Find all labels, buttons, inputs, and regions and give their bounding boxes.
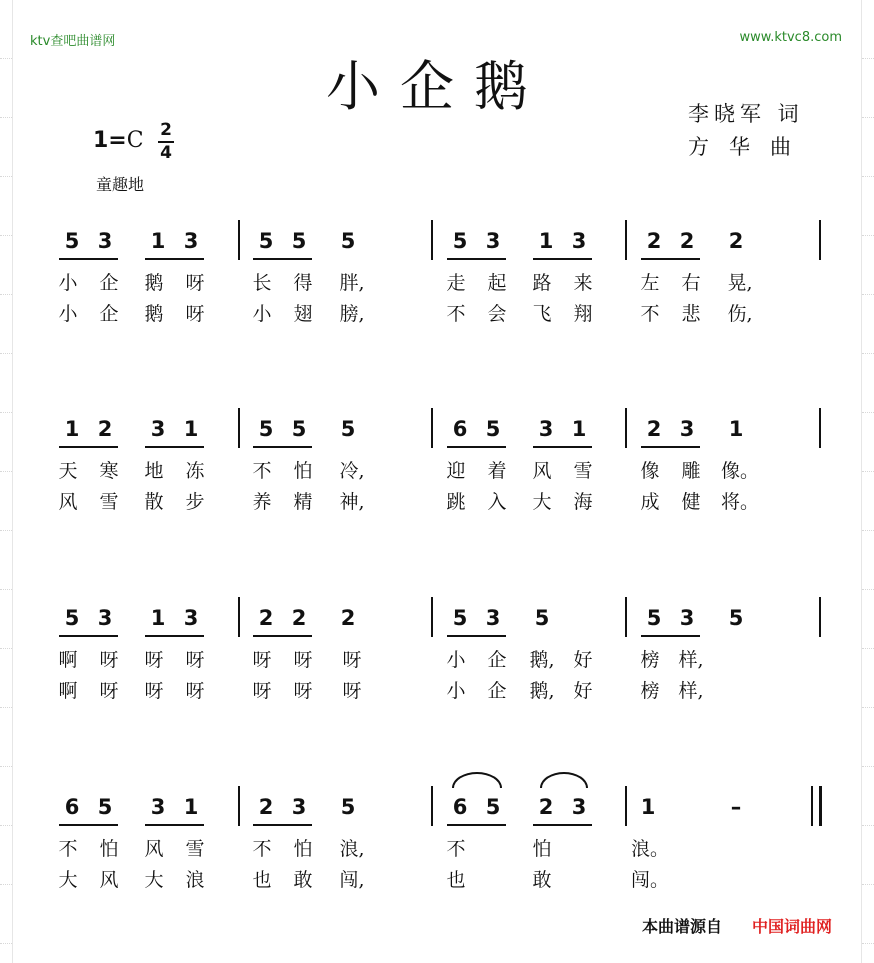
note: 6 — [64, 795, 80, 819]
lyric-syllable: 啊 — [58, 649, 78, 671]
lyric-syllable: 不 — [446, 838, 466, 860]
barline — [819, 408, 821, 448]
lyric-syllable: 呀 — [293, 649, 313, 671]
note: 5 — [534, 606, 550, 630]
time-signature — [158, 121, 174, 163]
lyric-syllable: 浪 — [185, 869, 205, 891]
note: 3 — [571, 795, 587, 819]
lyric-syllable: 海 — [573, 491, 593, 513]
source-brand-link[interactable]: 中国词曲网 — [752, 917, 833, 936]
note: 3 — [97, 606, 113, 630]
lyric-syllable: 雪 — [185, 838, 205, 860]
note: 2 — [258, 606, 274, 630]
beam-underline — [59, 258, 118, 260]
lyric-syllable: 路 — [532, 272, 552, 294]
song-title: 小企鹅 — [326, 55, 548, 118]
barline — [238, 597, 240, 637]
lyric-syllable: 冻 — [185, 460, 205, 482]
barline — [238, 220, 240, 260]
beam-underline — [641, 446, 700, 448]
lyric-syllable: 呀 — [144, 680, 164, 702]
lyric-syllable: 地 — [144, 460, 164, 482]
note: 2 — [340, 606, 356, 630]
lyric-syllable: 散 — [144, 491, 164, 513]
lyric-syllable: 不 — [252, 460, 272, 482]
lyric-syllable: 长 — [252, 272, 272, 294]
lyric-syllable: 企 — [487, 680, 507, 702]
lyric-syllable: 右 — [681, 272, 701, 294]
beam-underline — [447, 258, 506, 260]
lyric-syllable: 敢 — [532, 869, 552, 891]
lyric-syllable: 翅 — [293, 303, 313, 325]
lyric-syllable: 伤, — [727, 303, 753, 325]
slur — [540, 772, 588, 788]
lyric-syllable: 呀 — [293, 680, 313, 702]
note: 1 — [150, 229, 166, 253]
lyric-syllable: 迎 — [446, 460, 466, 482]
watermark-tick — [0, 118, 12, 177]
beam-underline — [59, 824, 118, 826]
lyric-syllable: 样, — [678, 680, 704, 702]
lyric-syllable: 小 — [446, 680, 466, 702]
lyric-syllable: 也 — [252, 869, 272, 891]
lyric-syllable: 健 — [681, 491, 701, 513]
note: 3 — [150, 795, 166, 819]
note: 1 — [571, 417, 587, 441]
time-signature-top: 2 — [160, 120, 172, 140]
score-system — [0, 398, 874, 548]
lyric-syllable: 榜 — [640, 680, 660, 702]
slur — [452, 772, 502, 788]
tempo-mood: 童趣地 — [96, 175, 145, 194]
lyric-syllable: 雕 — [681, 460, 701, 482]
note: 3 — [291, 795, 307, 819]
lyric-syllable: 呀 — [252, 649, 272, 671]
lyric-syllable: 会 — [487, 303, 507, 325]
note: 3 — [183, 229, 199, 253]
lyric-syllable: 呀 — [252, 680, 272, 702]
score-system — [0, 587, 874, 737]
lyric-syllable: 呀 — [342, 680, 362, 702]
note: 2 — [646, 417, 662, 441]
note: 5 — [646, 606, 662, 630]
note: 5 — [291, 229, 307, 253]
lyric-syllable: 样, — [678, 649, 704, 671]
barline — [819, 220, 821, 260]
lyric-syllable: 小 — [58, 303, 78, 325]
lyric-syllable: 大 — [144, 869, 164, 891]
note: – — [730, 795, 742, 819]
lyric-syllable: 膀, — [339, 303, 365, 325]
lyric-syllable: 胖, — [339, 272, 365, 294]
lyric-syllable: 悲 — [681, 303, 701, 325]
beam-underline — [641, 258, 700, 260]
note: 5 — [485, 795, 501, 819]
note: 2 — [538, 795, 554, 819]
lyric-syllable: 将。 — [720, 491, 759, 513]
site-url-right[interactable]: www.ktvc8.com — [739, 30, 842, 45]
lyric-syllable: 呀 — [185, 303, 205, 325]
note: 5 — [258, 417, 274, 441]
barline — [625, 597, 627, 637]
lyric-syllable: 像 — [640, 460, 660, 482]
note: 3 — [679, 417, 695, 441]
lyric-syllable: 好 — [573, 649, 593, 671]
beam-underline — [447, 824, 506, 826]
lyric-syllable: 鹅, — [529, 680, 555, 702]
lyric-syllable: 呀 — [185, 680, 205, 702]
lyric-syllable: 怕 — [99, 838, 119, 860]
barline — [238, 408, 240, 448]
beam-underline — [59, 446, 118, 448]
final-barline — [819, 786, 822, 826]
lyric-syllable: 企 — [99, 272, 119, 294]
beam-underline — [253, 824, 312, 826]
lyric-syllable: 雪 — [573, 460, 593, 482]
note: 6 — [452, 417, 468, 441]
note: 5 — [291, 417, 307, 441]
key-signature — [93, 128, 144, 153]
source-label: 本曲谱源自 — [642, 917, 723, 936]
lyric-syllable: 入 — [487, 491, 507, 513]
lyric-syllable: 步 — [185, 491, 205, 513]
lyric-syllable: 风 — [532, 460, 552, 482]
note: 1 — [640, 795, 656, 819]
lyric-syllable: 晃, — [727, 272, 753, 294]
lyric-syllable: 风 — [99, 869, 119, 891]
note: 3 — [679, 606, 695, 630]
lyric-syllable: 跳 — [446, 491, 466, 513]
lyric-syllable: 敢 — [293, 869, 313, 891]
beam-underline — [145, 824, 204, 826]
lyric-syllable: 鹅 — [144, 272, 164, 294]
beam-underline — [253, 446, 312, 448]
note: 3 — [183, 606, 199, 630]
note: 5 — [340, 417, 356, 441]
note: 5 — [258, 229, 274, 253]
barline — [625, 408, 627, 448]
note: 1 — [183, 795, 199, 819]
lyric-syllable: 雪 — [99, 491, 119, 513]
note: 3 — [538, 417, 554, 441]
barline — [819, 597, 821, 637]
lyric-syllable: 走 — [446, 272, 466, 294]
lyric-syllable: 来 — [573, 272, 593, 294]
note: 1 — [150, 606, 166, 630]
barline — [625, 786, 627, 826]
note: 2 — [679, 229, 695, 253]
lyric-syllable: 着 — [487, 460, 507, 482]
lyric-syllable: 呀 — [144, 649, 164, 671]
beam-underline — [533, 258, 592, 260]
beam-underline — [447, 446, 506, 448]
lyric-syllable: 鹅 — [144, 303, 164, 325]
lyric-syllable: 风 — [144, 838, 164, 860]
note: 3 — [97, 229, 113, 253]
lyric-syllable: 不 — [446, 303, 466, 325]
beam-underline — [145, 635, 204, 637]
note: 2 — [728, 229, 744, 253]
lyric-syllable: 不 — [58, 838, 78, 860]
lyric-syllable: 也 — [446, 869, 466, 891]
note: 3 — [485, 606, 501, 630]
watermark-tick — [862, 118, 874, 177]
beam-underline — [59, 635, 118, 637]
note: 2 — [646, 229, 662, 253]
lyric-syllable: 怕 — [293, 838, 313, 860]
lyric-syllable: 神, — [339, 491, 365, 513]
beam-underline — [447, 635, 506, 637]
lyric-syllable: 闯, — [339, 869, 365, 891]
note: 2 — [97, 417, 113, 441]
beam-underline — [253, 635, 312, 637]
site-name-left[interactable]: ktv查吧曲谱网 — [30, 34, 116, 49]
final-barline-thin — [811, 786, 813, 826]
score-system — [0, 210, 874, 360]
lyric-syllable: 不 — [252, 838, 272, 860]
note: 1 — [64, 417, 80, 441]
note: 3 — [150, 417, 166, 441]
lyric-syllable: 大 — [58, 869, 78, 891]
lyric-syllable: 不 — [640, 303, 660, 325]
beam-underline — [253, 258, 312, 260]
time-signature-bottom: 4 — [160, 143, 172, 163]
note: 5 — [64, 229, 80, 253]
lyric-syllable: 小 — [252, 303, 272, 325]
lyric-syllable: 闯。 — [630, 869, 669, 891]
lyric-syllable: 呀 — [342, 649, 362, 671]
key-letter: C — [126, 128, 144, 153]
lyric-syllable: 浪, — [339, 838, 365, 860]
composer-credit: 方华曲 — [688, 135, 811, 159]
lyric-syllable: 得 — [293, 272, 313, 294]
note: 5 — [340, 795, 356, 819]
lyric-syllable: 精 — [293, 491, 313, 513]
barline — [431, 597, 433, 637]
note: 5 — [485, 417, 501, 441]
note: 1 — [183, 417, 199, 441]
lyric-syllable: 企 — [487, 649, 507, 671]
barline — [625, 220, 627, 260]
note: 3 — [571, 229, 587, 253]
barline — [238, 786, 240, 826]
note: 5 — [728, 606, 744, 630]
beam-underline — [145, 446, 204, 448]
barline — [431, 220, 433, 260]
score-system — [0, 776, 874, 926]
note: 1 — [538, 229, 554, 253]
lyric-syllable: 啊 — [58, 680, 78, 702]
lyric-syllable: 小 — [446, 649, 466, 671]
lyric-syllable: 榜 — [640, 649, 660, 671]
lyric-syllable: 大 — [532, 491, 552, 513]
lyric-syllable: 呀 — [185, 649, 205, 671]
lyric-syllable: 寒 — [99, 460, 119, 482]
beam-underline — [533, 824, 592, 826]
lyricist-credit: 李晓军 词 — [688, 102, 804, 126]
lyric-syllable: 呀 — [99, 649, 119, 671]
lyric-syllable: 小 — [58, 272, 78, 294]
note: 2 — [258, 795, 274, 819]
lyric-syllable: 飞 — [532, 303, 552, 325]
lyric-syllable: 怕 — [532, 838, 552, 860]
note: 5 — [452, 229, 468, 253]
note: 5 — [64, 606, 80, 630]
lyric-syllable: 左 — [640, 272, 660, 294]
lyric-syllable: 像。 — [720, 460, 759, 482]
beam-underline — [533, 446, 592, 448]
lyric-syllable: 鹅, — [529, 649, 555, 671]
lyric-syllable: 好 — [573, 680, 593, 702]
lyric-syllable: 浪。 — [630, 838, 669, 860]
lyric-syllable: 翔 — [573, 303, 593, 325]
lyric-syllable: 风 — [58, 491, 78, 513]
lyric-syllable: 冷, — [339, 460, 365, 482]
barline — [431, 786, 433, 826]
key-prefix: 1= — [93, 128, 127, 153]
lyric-syllable: 成 — [640, 491, 660, 513]
lyric-syllable: 天 — [58, 460, 78, 482]
note: 3 — [485, 229, 501, 253]
lyric-syllable: 呀 — [99, 680, 119, 702]
note: 5 — [97, 795, 113, 819]
note: 1 — [728, 417, 744, 441]
lyric-syllable: 呀 — [185, 272, 205, 294]
note: 6 — [452, 795, 468, 819]
note: 5 — [340, 229, 356, 253]
note: 5 — [452, 606, 468, 630]
beam-underline — [641, 635, 700, 637]
barline — [431, 408, 433, 448]
beam-underline — [145, 258, 204, 260]
lyric-syllable: 养 — [252, 491, 272, 513]
lyric-syllable: 怕 — [293, 460, 313, 482]
lyric-syllable: 企 — [99, 303, 119, 325]
note: 2 — [291, 606, 307, 630]
lyric-syllable: 起 — [487, 272, 507, 294]
